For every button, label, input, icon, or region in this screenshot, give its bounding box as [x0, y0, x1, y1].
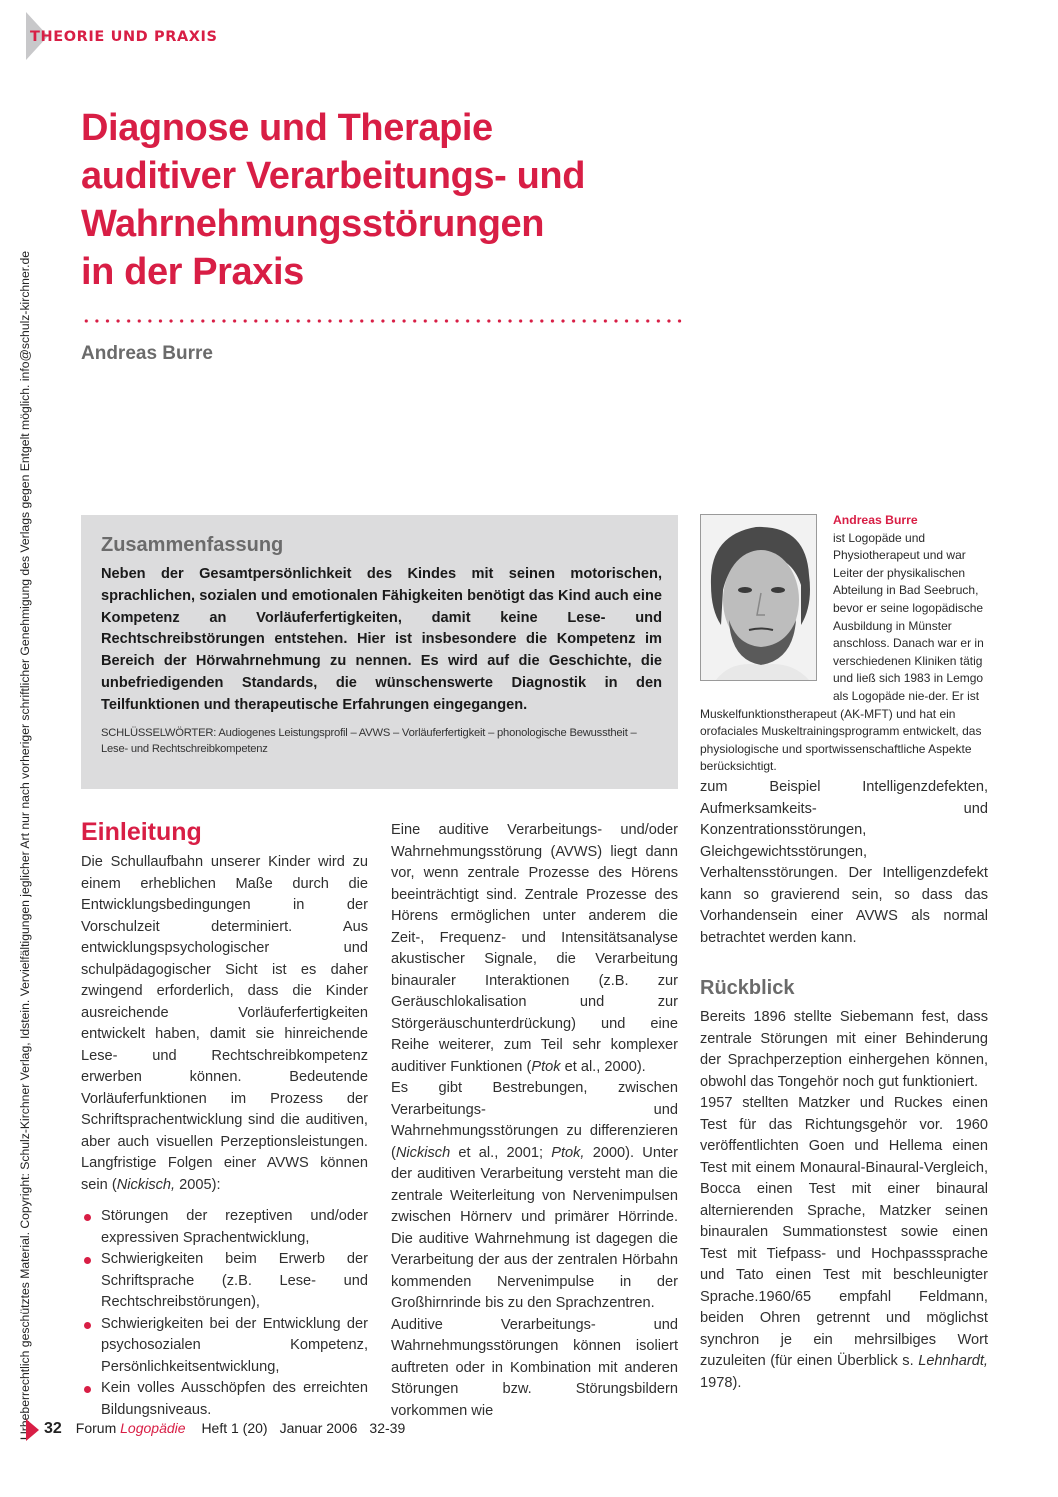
citation-author: Ptok [531, 1058, 561, 1075]
title-line: in der Praxis [81, 251, 304, 293]
page-range: 32-39 [369, 1420, 406, 1436]
author-portrait-icon [701, 515, 816, 680]
article-title [81, 104, 701, 296]
list-item-text: Schwierigkeiten beim Erwerb der Schriftsprache (z.B. Lese- und Rechtschreibstörungen), [101, 1251, 368, 1310]
paragraph-text: et al., 2000). [560, 1058, 646, 1075]
footer-arrow-icon [26, 1419, 39, 1441]
paragraph: zum Beispiel Intelligenzdefekten, Aufmerksamkeits- und Konzentrationsstörungen, Gleichgewichtsstörungen, Verhaltensstörungen. Der Intelligenzdefekt kann so gravierend sein, so dass das Vorhandensein einer AVWS als normal betrachtet werden kann. [700, 779, 988, 946]
section-label: THEORIE UND PRAXIS [30, 29, 218, 45]
citation-author: Nickisch, [116, 1176, 176, 1193]
list-item [81, 1206, 368, 1249]
list-item-text: Störungen der rezeptiven und/oder expressiven Sprachentwicklung, [101, 1208, 368, 1246]
consequences-list [81, 1206, 368, 1421]
list-item [81, 1378, 368, 1421]
heading-einleitung: Einleitung [81, 818, 202, 846]
column-3 [700, 777, 988, 1394]
paragraph [700, 1093, 988, 1394]
paragraph [391, 820, 678, 1078]
list-item [81, 1249, 368, 1314]
bio-author-name: Andreas Burre [833, 513, 918, 527]
bullet-icon [84, 1322, 91, 1329]
paragraph-text: Die Schullaufbahn unserer Kinder wird zu einem erheblichen Maße durch die Entwicklungsbedingungen in der Vorschulzeit determiniert. Aus entwicklungspsychologischer und schulpädagogischer Sicht ist es daher zwingend erforderlich, dass die Kinder ausreichende Vorläuferfertigkeiten entwickelt haben, damit sie hinreichende Lese- und Rechtschreibkompetenz erwerben können. Bedeutende Vorläuferfunktionen im Prozess der Schriftsprachentwicklung sind die auditiven, aber auch visuellen Perzeptionsleistungen. Langfristige Folgen einer AVWS können sein [81, 854, 368, 1193]
journal-name: Logopädie [120, 1420, 186, 1436]
bullet-icon [84, 1214, 91, 1221]
journal-prefix: Forum [75, 1420, 117, 1436]
paragraph-text: 2000). Unter der auditiven Verarbeitung versteht man die zentrale Weiterleitung von Nervenimpulsen zwischen Hörnerv und primärer Hörrinde. Die auditive Wahrnehmung ist dagegen die Verarbeitung der aus der zentralen Hörbahn kommenden Nervenimpulse in der Großhirnrinde bis zu den Sprachzentren. [391, 1144, 678, 1311]
column-1 [81, 814, 368, 1421]
paragraph: Auditive Verarbeitungs- und Wahrnehmungsstörungen können isoliert auftreten oder in Kombination mit anderen Störungen bzw. Störungsbildern vorkommen wie [391, 1316, 678, 1419]
title-line: Diagnose und Therapie [81, 107, 493, 149]
bullet-icon [84, 1386, 91, 1393]
bullet-icon [84, 1257, 91, 1264]
heading-rueckblick: Rückblick [700, 977, 795, 999]
side-copyright-notice: Urheberrechtlich geschütztes Material. Copyright: Schulz-Kirchner Verlag, Idstein. Vervielfältigungen jeglicher Art nur nach vorheriger schriftlicher Genehmigung des Verlags gegen Entgelt möglich. info@schulz-kirchner.de [18, 250, 32, 1440]
paragraph: Bereits 1896 stellte Siebemann fest, dass zentrale Störungen mit einer Behinderung der Sprachperzeption einhergehen können, obwohl das Tongehör noch gut funktioniert. [700, 1009, 988, 1090]
list-item-text: Kein volles Ausschöpfen des erreichten Bildungsniveaus. [101, 1380, 368, 1418]
citation-author: Lehnhardt, [918, 1353, 988, 1369]
paragraph: Die Schullaufbahn unserer Kinder wird zu einem erheblichen Maße durch die Entwicklungsbedingungen in der Vorschulzeit determiniert. Aus entwicklungspsychologischer und schulpädagogischer Sicht ist es daher zwingend erforderlich, dass die Kinder ausreichende Vorläuferfertigkeiten entwickelt haben, damit sie hinreichende Lese- und Rechtschreibkompetenz erwerben können. Bedeutende Vorläuferfunktionen im Prozess der Schriftsprachentwicklung sind die auditiven, aber auch visuellen Perzeptionsleistungen. Langfristige Folgen einer AVWS können sein (Nickisch, 2005): [81, 854, 368, 1193]
author-name: Andreas Burre [81, 343, 213, 364]
bio-text-continued: der. Er ist Muskelfunktionstherapeut (AK-MFT) und hat ein orofaciales Muskeltrainingsprogramm entwickelt, das physiologische und sportwissenschaftliche Aspekte berücksichtigt. [700, 688, 982, 774]
paragraph-text: 1978). [700, 1374, 742, 1391]
page-number: 32 [44, 1420, 62, 1437]
abstract-heading: Zusammenfassung [101, 534, 284, 556]
dotted-divider [81, 318, 683, 324]
abstract-text: Neben der Gesamtpersönlichkeit des Kindes mit seinen motorischen, sprachlichen, sozialen und emotionalen Fähigkeiten benötigt das Kind auch eine Kompetenz an Vorläuferfertigkeiten, damit keine Lese- und Rechtschreibstörungen entstehen. Hier ist insbesondere die Kompetenz im Bereich der Hörwahrnehmung zu nennen. Es wird auf die Geschichte, die unbefriedigenden Standards, die wünschenswerte Diagnostik in den Teilfunktionen und therapeutische Erfahrungen eingegangen. [101, 566, 662, 713]
citation-author: Ptok, [551, 1144, 585, 1161]
page-footer [44, 1420, 405, 1438]
citation-year: 2005): [179, 1176, 221, 1193]
author-photo [700, 514, 817, 681]
column-2 [391, 820, 678, 1422]
abstract-box [81, 515, 678, 789]
citation-author: Nickisch [395, 1144, 451, 1161]
bio-text: ist Logopäde und Physiotherapeut und war Leiter der physikalischen Abteilung in Bad Seebruch, bevor er seine logopädische Ausbildung in Münster anschloss. Danach war er in verschiedenen Kliniken tätig und ließ sich 1983 in Lemgo als Logopäde nie- [833, 530, 984, 703]
paragraph-text: et al., 2001; [450, 1144, 552, 1161]
list-item-text: Schwierigkeiten bei der Entwicklung der psychosozialen Kompetenz, Persönlichkeitsentwicklung, [101, 1315, 368, 1375]
paragraph-text: Es gibt Bestrebungen, zwischen Verarbeitungs- und Wahrnehmungsstörungen zu differenzieren ( [391, 1080, 678, 1161]
issue: Heft 1 (20) [201, 1420, 268, 1436]
keywords: SCHLÜSSELWÖRTER: Audiogenes Leistungsprofil – AVWS – Vorläuferfertigkeit – phonologische Bewusstheit – Lese- und Rechtschreibkompetenz [101, 726, 637, 755]
list-item [81, 1314, 368, 1379]
paragraph-text: 1957 stellten Matzker und Ruckes einen Test für das Richtungsgehör vor. 1960 veröffentlichten Goen und Hellema einen Test mit einem Monaural-Binaural-Vergleich, Bocca einen Test mit einer binaural alternierenden Sprache, Matzker seinen binauralen Summationstest sowie einen Test mit Tiefpass- und Hochpasssprache und Tato einen Test mit beschleunigter Sprache.1960/65 empfahl Feldmann, beiden Ohren getrennt und möglichst synchron je ein mehrsilbiges Wort zuzuleiten (für einen Überblick s. [700, 1095, 988, 1369]
paragraph-text: Eine auditive Verarbeitungs- und/oder Wahrnehmungsstörung (AVWS) liegt dann vor, wenn zentrale Prozesse des Hörens beeinträchtigt sind. Zentrale Prozesse des Hörens ermöglichen unter anderem die Zeit-, Frequenz- und Intensitätsanalyse akustischer Signale, die Verarbeitung binauraler Interaktionen (z.B. zur Geräuschlokalisation und zur Störgeräuschunterdrückung) und eine Reihe weiterer, zum Teil sehr komplexer auditiver Funktionen ( [391, 822, 678, 1075]
title-line: Wahrnehmungsstörungen [81, 203, 545, 245]
issue-date: Januar 2006 [279, 1420, 358, 1436]
title-line: auditiver Verarbeitungs- und [81, 155, 586, 197]
author-bio [700, 512, 995, 776]
paragraph [391, 1078, 678, 1315]
